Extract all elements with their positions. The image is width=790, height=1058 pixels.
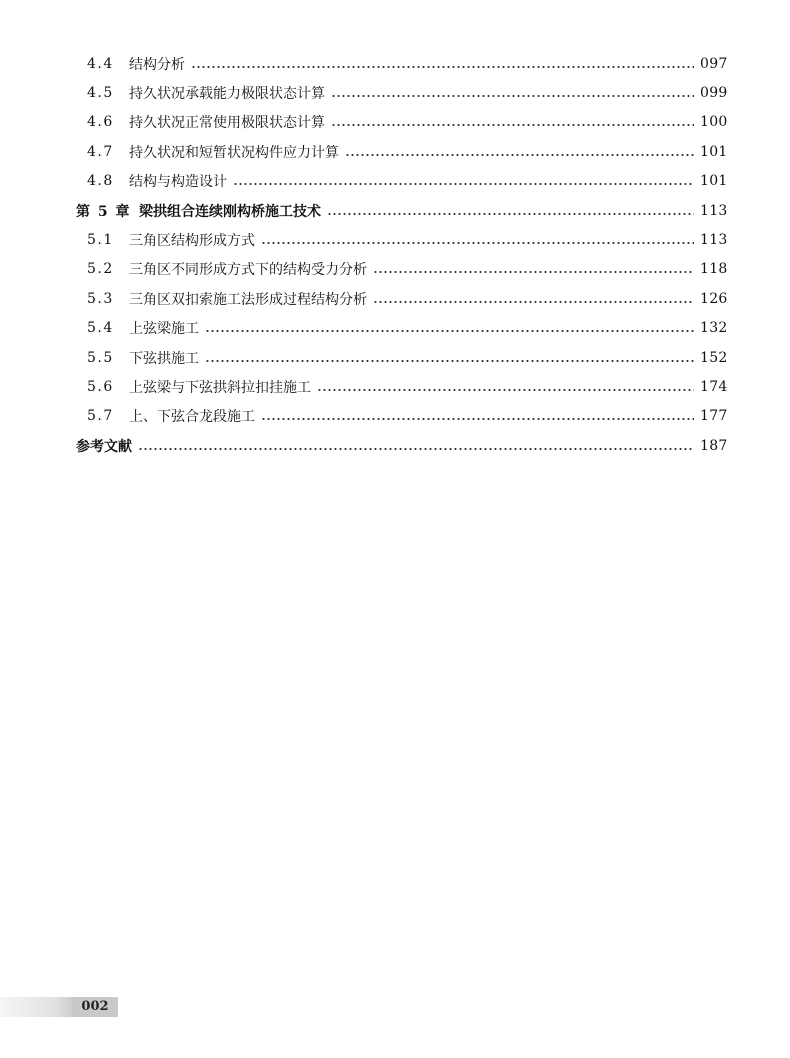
toc-entry-title: 结构分析 [129, 56, 185, 73]
toc-entry-title: 下弦拱施工 [129, 350, 199, 367]
toc-entry-number: 5.2 [87, 261, 114, 278]
toc-entry-title: 参考文献 [76, 438, 132, 455]
dot-leader [327, 213, 694, 215]
toc-entry-title: 结构与构造设计 [129, 174, 227, 191]
toc-entry-number: 4.8 [87, 173, 114, 190]
dot-leader [205, 360, 694, 362]
dot-leader [261, 242, 694, 244]
dot-leader [345, 154, 694, 156]
dot-leader [373, 301, 694, 303]
toc-entry-title: 上弦梁施工 [129, 321, 199, 338]
toc-entry-title: 持久状况正常使用极限状态计算 [129, 115, 325, 132]
toc-entry-page: 097 [700, 55, 728, 72]
toc-entry-number: 第 5 章 [76, 203, 131, 220]
toc-section-row[interactable] [0, 225, 790, 254]
dot-leader [233, 183, 694, 185]
toc-entry-page: 126 [700, 290, 728, 307]
toc-section-row[interactable] [0, 402, 790, 431]
toc-section-row[interactable] [0, 78, 790, 107]
toc-entry-page: 113 [700, 232, 728, 249]
toc-section-row[interactable] [0, 108, 790, 137]
toc-entry-page: 187 [700, 437, 728, 454]
toc-entry-title: 三角区结构形成方式 [129, 233, 255, 250]
toc-entry-page: 132 [700, 320, 728, 337]
page-number: 002 [72, 997, 118, 1017]
toc-entry-page: 113 [700, 202, 728, 219]
toc-entry-title: 梁拱组合连续刚构桥施工技术 [139, 203, 321, 220]
dot-leader [191, 66, 694, 68]
toc-entry-title: 三角区双扣索施工法形成过程结构分析 [129, 291, 367, 308]
toc-entry-page: 118 [700, 261, 728, 278]
toc-entry-page: 177 [700, 408, 728, 425]
toc-section-row[interactable] [0, 372, 790, 401]
toc-entry-title: 持久状况和短暂状况构件应力计算 [129, 144, 339, 161]
toc-entry-page: 152 [700, 349, 728, 366]
dot-leader [317, 389, 694, 391]
toc-entry-page: 100 [700, 114, 728, 131]
toc-entry-number: 4.7 [87, 143, 114, 160]
toc-entry-page: 099 [700, 85, 728, 102]
toc-entry-page: 174 [700, 378, 728, 395]
toc-entry-page: 101 [700, 143, 728, 160]
toc-entry-number: 5.4 [87, 320, 114, 337]
dot-leader [261, 418, 694, 420]
dot-leader [331, 124, 694, 126]
toc-section-row[interactable] [0, 314, 790, 343]
toc-entry-title: 三角区不同形成方式下的结构受力分析 [129, 262, 367, 279]
dot-leader [331, 95, 694, 97]
toc-entry-number: 5.3 [87, 290, 114, 307]
toc-section-row[interactable] [0, 343, 790, 372]
toc-chapter-row[interactable] [0, 196, 790, 225]
toc-entry-page: 101 [700, 173, 728, 190]
toc-entry-number: 4.5 [87, 85, 114, 102]
toc-section-row[interactable] [0, 284, 790, 313]
toc-entry-number: 4.6 [87, 114, 114, 131]
dot-leader [373, 271, 694, 273]
toc-entry-title: 上弦梁与下弦拱斜拉扣挂施工 [129, 379, 311, 396]
toc-entry-number: 5.5 [87, 349, 114, 366]
toc-entry-number: 5.6 [87, 378, 114, 395]
toc-entry-number: 5.1 [87, 232, 114, 249]
dot-leader [138, 448, 694, 450]
toc-entry-number: 4.4 [87, 55, 114, 72]
toc-section-row[interactable] [0, 49, 790, 78]
toc-entry-number: 5.7 [87, 408, 114, 425]
toc-section-row[interactable] [0, 137, 790, 166]
table-of-contents [0, 49, 790, 460]
toc-section-row[interactable] [0, 167, 790, 196]
dot-leader [205, 330, 694, 332]
toc-entry-title: 上、下弦合龙段施工 [129, 409, 255, 426]
toc-section-row[interactable] [0, 255, 790, 284]
toc-entry-title: 持久状况承载能力极限状态计算 [129, 86, 325, 103]
toc-chapter-row[interactable] [0, 431, 790, 460]
